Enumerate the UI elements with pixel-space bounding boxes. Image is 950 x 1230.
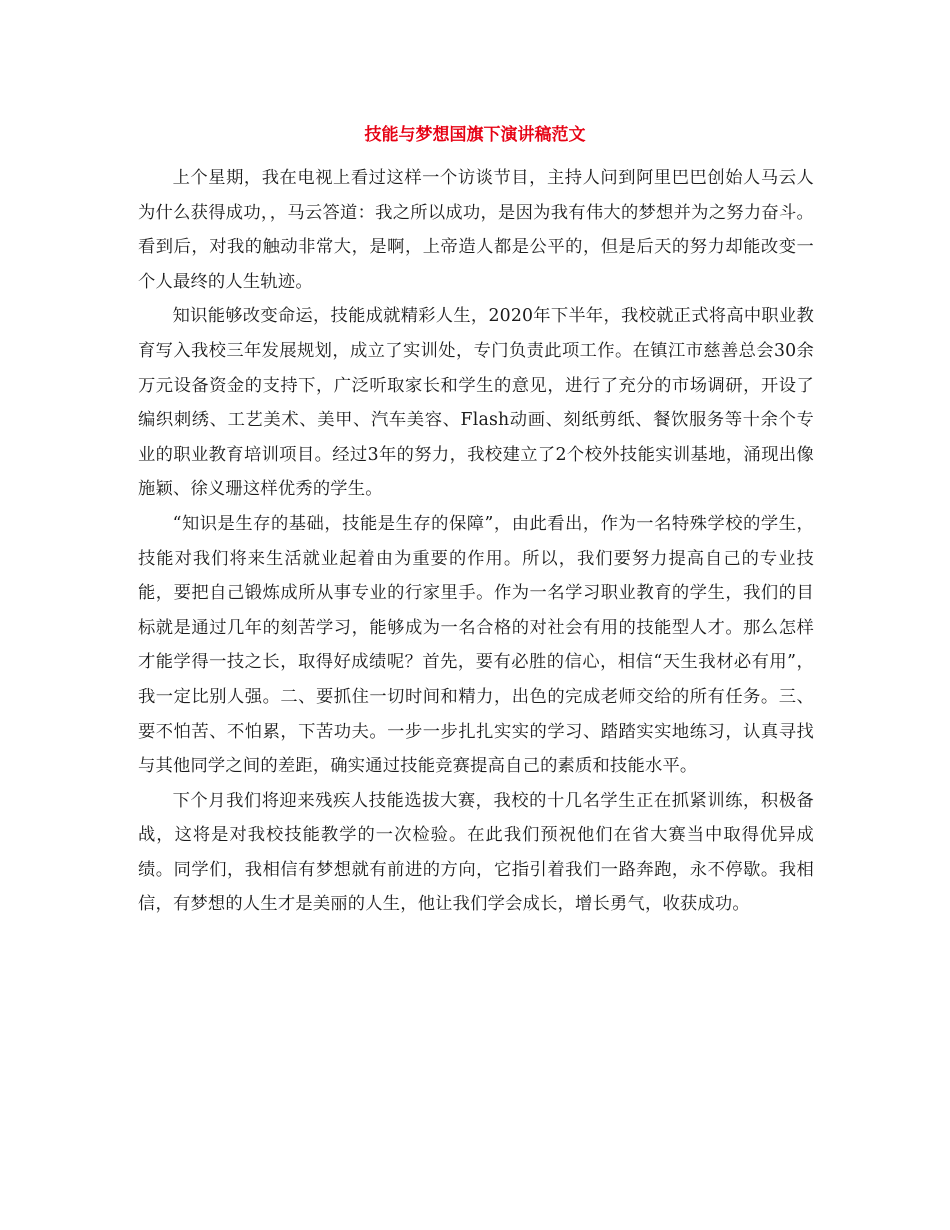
paragraph-3: “知识是生存的基础，技能是生存的保障”，由此看出，作为一名特殊学校的学生，技能对我们将来生活就业起着由为重要的作用。所以，我们要努力提高自己的专业技能，要把自己锻炼成所从事专业的行家里手。作为一名学习职业教育的学生，我们的目标就是通过几年的刻苦学习，能够成为一名合格的对社会有用的技能型人才。那么怎样才能学得一技之长，取得好成绩呢？首先，要有必胜的信心，相信“天生我材必有用”，我一定比别人强。二、要抓住一切时间和精力，出色的完成老师交给的所有任务。三、要不怕苦、不怕累，下苦功夫。一步一步扎扎实实的学习、踏踏实实地练习，认真寻找与其他同学之间的差距，确实通过技能竞赛提高自己的素质和技能水平。 <box>138 513 814 777</box>
document-title: 技能与梦想国旗下演讲稿范文 <box>364 125 586 145</box>
document-body <box>138 161 814 922</box>
paragraph-2: 知识能够改变命运，技能成就精彩人生，2020年下半年，我校就正式将高中职业教育写入我校三年发展规划，成立了实训处，专门负责此项工作。在镇江市慈善总会30余万元设备资金的支持下，广泛听取家长和学生的意见，进行了充分的市场调研，开设了编织刺绣、工艺美术、美甲、汽车美容、Flash动画、刻纸剪纸、餐饮服务等十余个专业的职业教育培训项目。经过3年的努力，我校建立了2个校外技能实训基地，涌现出像施颖、徐义珊这样优秀的学生。 <box>138 306 814 500</box>
paragraph-1: 上个星期，我在电视上看过这样一个访谈节目，主持人问到阿里巴巴创始人马云人为什么获得成功，，马云答道：我之所以成功，是因为我有伟大的梦想并为之努力奋斗。看到后，对我的触动非常大，是啊，上帝造人都是公平的，但是后天的努力却能改变一个人最终的人生轨迹。 <box>138 168 814 292</box>
paragraph-4: 下个月我们将迎来残疾人技能选拔大赛，我校的十几名学生正在抓紧训练，积极备战，这将是对我校技能教学的一次检验。在此我们预祝他们在省大赛当中取得优异成绩。同学们，我相信有梦想就有前进的方向，它指引着我们一路奔跑，永不停歇。我相信，有梦想的人生才是美丽的人生，他让我们学会成长，增长勇气，收获成功。 <box>138 790 814 915</box>
